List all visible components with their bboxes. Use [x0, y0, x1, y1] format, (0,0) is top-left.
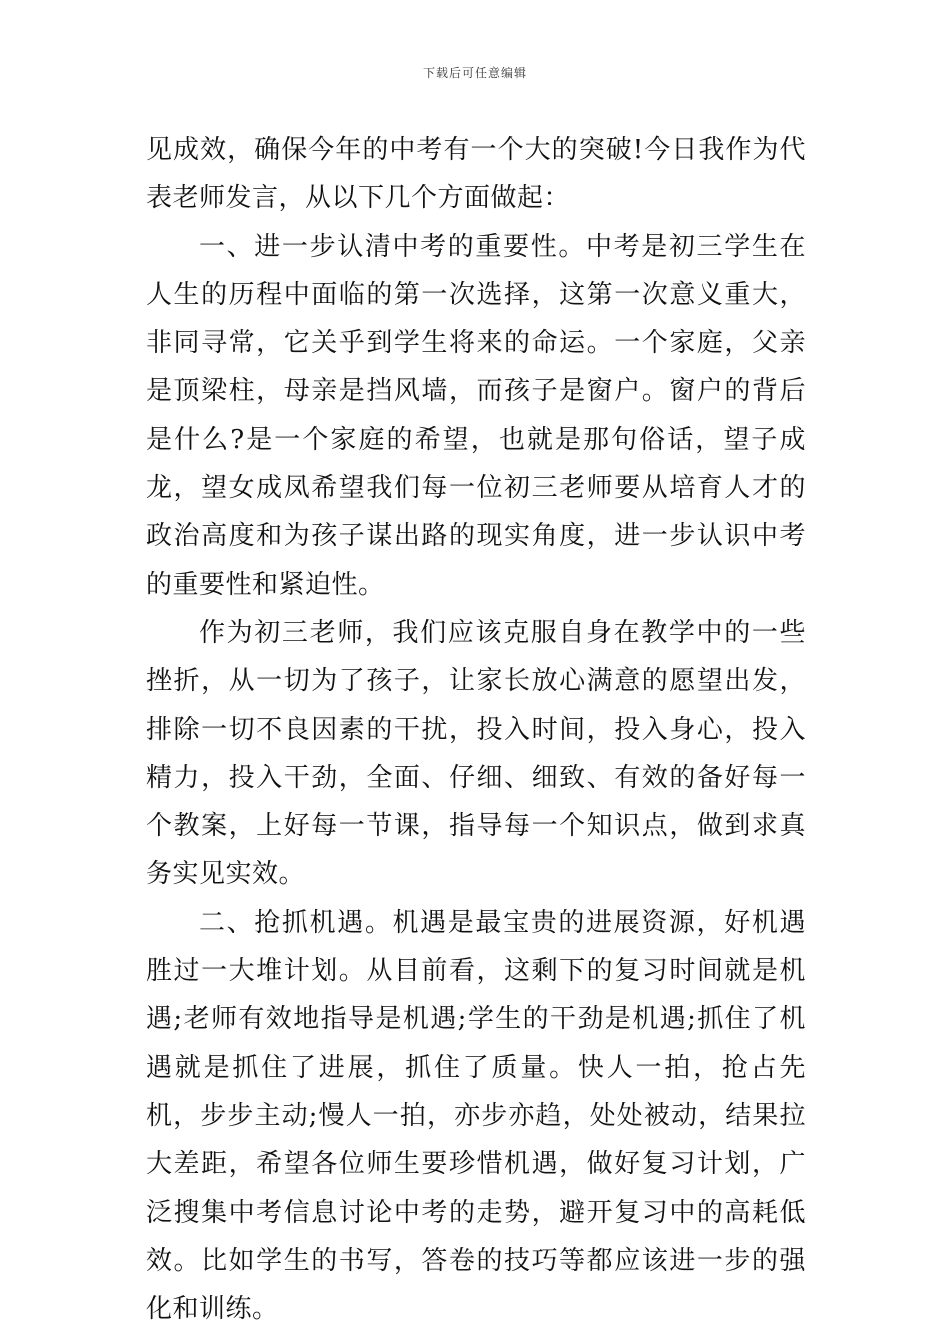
page-header: 下载后可任意编辑: [422, 66, 527, 80]
document-body: [146, 126, 806, 1333]
paragraph-1: 见成效，确保今年的中考有一个大的突破!今日我作为代表老师发言，从以下几个方面做起：: [146, 135, 806, 214]
paragraph-2: 一、进一步认清中考的重要性。中考是初三学生在人生的历程中面临的第一次选择，这第一次意义重大，非同寻常，它关乎到学生将来的命运。一个家庭，父亲是顶梁柱，母亲是挡风墙，而孩子是窗户。窗户的背后是什么?是一个家庭的希望，也就是那句俗话，望子成龙，望女成凤希望我们每一位初三老师要从培育人才的政治高度和为孩子谋出路的现实角度，进一步认识中考的重要性和紧迫性。: [146, 231, 806, 600]
paragraph-4: 二、抢抓机遇。机遇是最宝贵的进展资源，好机遇胜过一大堆计划。从目前看，这剩下的复习时间就是机遇;老师有效地指导是机遇;学生的干劲是机遇;抓住了机遇就是抓住了进展，抓住了质量。快人一拍，抢占先机，步步主动;慢人一拍，亦步亦趋，处处被动，结果拉大差距，希望各位师生要珍惜机遇，做好复习计划，广泛搜集中考信息讨论中考的走势，避开复习中的高耗低效。比如学生的书写，答卷的技巧等都应该进一步的强化和训练。: [146, 907, 806, 1325]
paragraph-3: 作为初三老师，我们应该克服自身在教学中的一些挫折，从一切为了孩子，让家长放心满意的愿望出发，排除一切不良因素的干扰，投入时间，投入身心，投入精力，投入干劲，全面、仔细、细致、有效的备好每一个教案，上好每一节课，指导每一个知识点，做到求真务实见实效。: [146, 617, 806, 890]
